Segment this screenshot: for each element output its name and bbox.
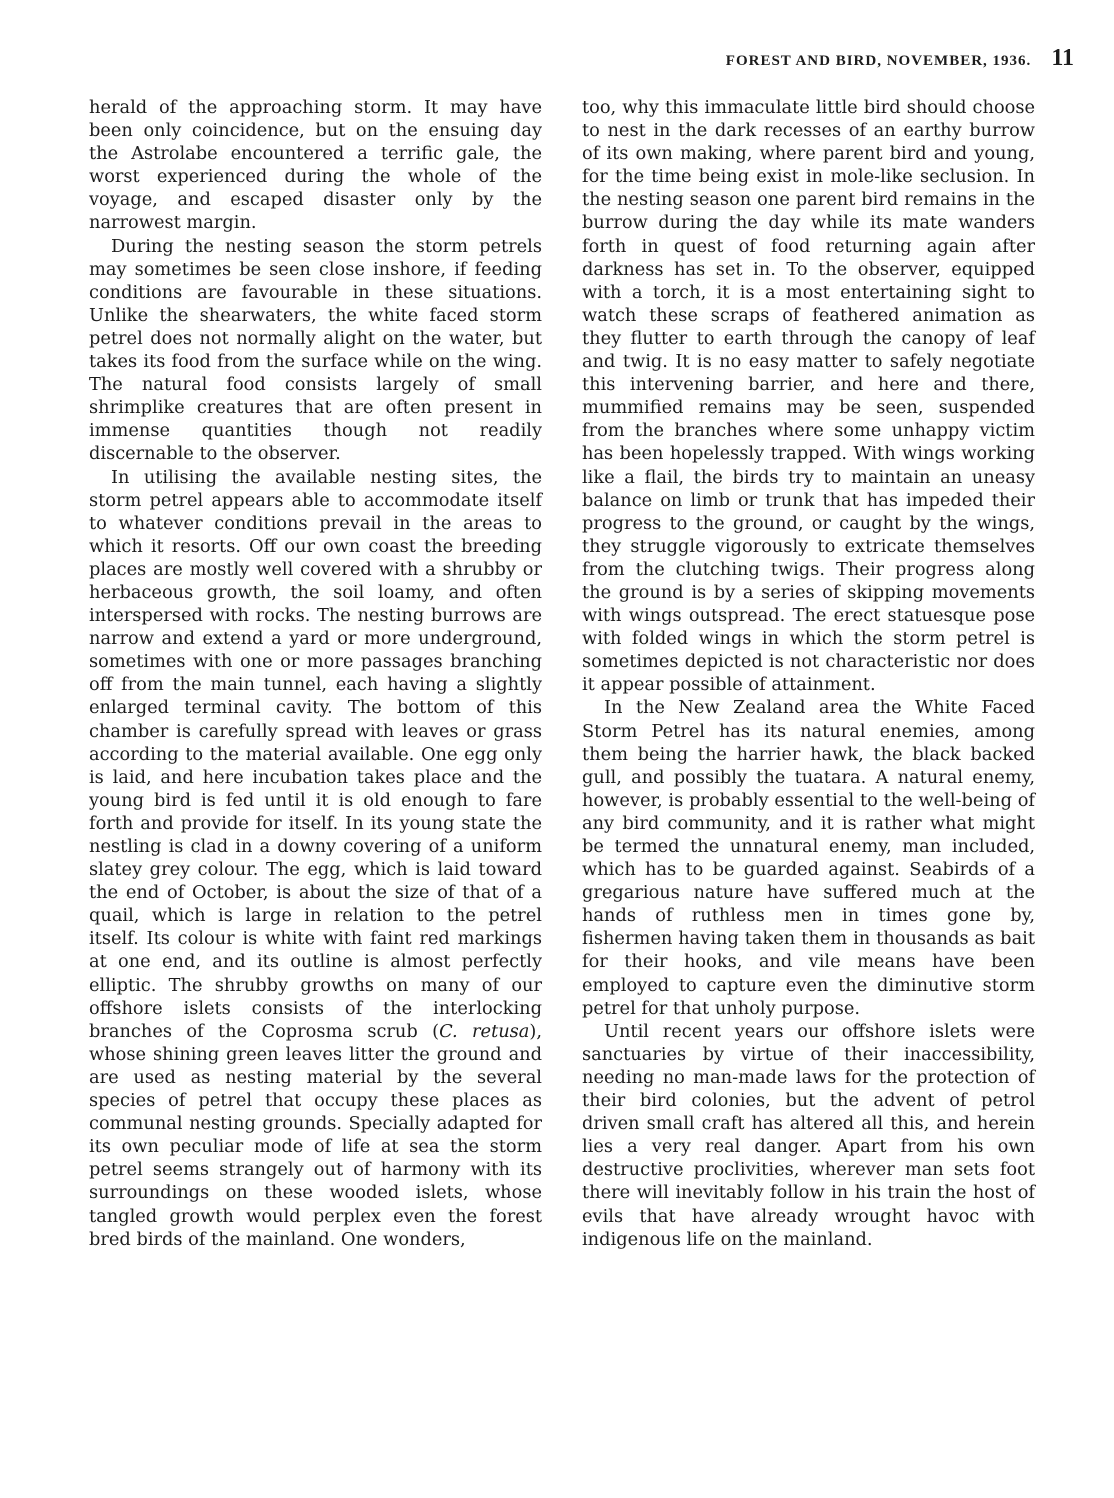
left-column — [89, 96, 542, 1251]
right-paragraph-2: In the New Zealand area the White Faced Storm Petrel has its natural enemies, among them being the harrier hawk, the black backed gull, and possibly the tuatara. A natural enemy, however, is probably essential to the well-being of any bird community, and it is rather what might be termed the unnatural enemy, man included, which has to be guarded against. Seabirds of a gregarious nature have suffered much at the hands of ruthless men in times gone by, fishermen having taken them in thousands as bait for their hooks, and vile means have been employed to capture even the diminutive storm petrel for that unholy purpose. — [582, 697, 1035, 1019]
right-paragraph-1: too, why this immaculate little bird should choose to nest in the dark recesses of an earthy burrow of its own making, where parent bird and young, for the time being exist in mole-like seclusion. In the nesting season one parent bird remains in the burrow during the day while its mate wanders forth in quest of food returning again after darkness has set in. To the observer, equipped with a torch, it is a most entertaining sight to watch these scraps of feathered animation as they flutter to earth through the canopy of leaf and twig. It is no easy matter to safely negotiate this intervening barrier, and here and there, mummified remains may be seen, suspended from the branches where some unhappy victim has been hopelessly trapped. With wings working like a flail, the birds try to maintain an uneasy balance on limb or trunk that has impeded their progress to the ground, or caught by the wings, they struggle vigorously to extricate themselves from the clutching twigs. Their progress along the ground is by a series of skipping movements with wings outspread. The erect statuesque pose with folded wings in which the storm petrel is sometimes depicted is not characteristic nor does it appear possible of attainment. — [582, 97, 1035, 696]
left-paragraph-3-end: ), whose shining green leaves litter the ground and are used as nesting material by the several species of petrel that occupy these places as communal nesting grounds. Specially adapted for its own peculiar mode of life at sea the storm petrel seems strangely out of harmony with its surroundings on these wooded islets, whose tangled growth would perplex even the forest bred birds of the mainland. One wonders, — [89, 1020, 542, 1250]
right-paragraph-3: Until recent years our offshore islets were sanctuaries by virtue of their inaccessibility, needing no man-made laws for the protection of their bird colonies, but the advent of petrol driven small craft has altered all this, and herein lies a very real danger. Apart from his own destructive proclivities, wherever man sets foot there will inevitably follow in his train the host of evils that have already wrought havoc with indigenous life on the mainland. — [582, 1020, 1035, 1250]
left-paragraph-3 — [89, 466, 542, 1251]
species-name: C. retusa — [439, 1020, 530, 1042]
running-title: FOREST AND BIRD, NOVEMBER, 1936. — [725, 53, 1032, 69]
left-paragraph-1: herald of the approaching storm. It may have been only coincidence, but on the ensuing day the Astrolabe encountered a terrific gale, the worst experienced during the whole of the voyage, and escaped disaster only by the narrowest margin. — [89, 97, 542, 234]
right-column — [582, 96, 1035, 1251]
left-paragraph-2: During the nesting season the storm petrels may sometimes be seen close inshore, if feeding conditions are favourable in these situations. Unlike the shearwaters, the white faced storm petrel does not normally alight on the water, but takes its food from the surface while on the wing. The natural food consists largely of small shrimplike creatures that are often present in immense quantities though not readily discernable to the observer. — [89, 235, 542, 465]
left-paragraph-3-start: In utilising the available nesting sites, the storm petrel appears able to accommodate itself to whatever conditions prevail in the areas to which it resorts. Off our own coast the breeding places are mostly well covered with a shrubby or herbaceous growth, the soil loamy, and often interspersed with rocks. The nesting burrows are narrow and extend a yard or more underground, sometimes with one or more passages branching off from the main tunnel, each having a slightly enlarged terminal cavity. The bottom of this chamber is carefully spread with leaves or grass according to the material available. One egg only is laid, and here incubation takes place and the young bird is fed until it is old enough to fare forth and provide for itself. In its young state the nestling is clad in a downy covering of a uniform slatey grey colour. The egg, which is laid toward the end of October, is about the size of that of a quail, which is large in relation to the petrel itself. Its colour is white with faint red markings at one end, and its outline is almost perfectly elliptic. The shrubby growths on many of our offshore islets consists of the interlocking branches of the Coprosma scrub ( — [89, 466, 542, 1042]
running-head — [726, 45, 1074, 75]
page-number: 11 — [1051, 45, 1074, 71]
